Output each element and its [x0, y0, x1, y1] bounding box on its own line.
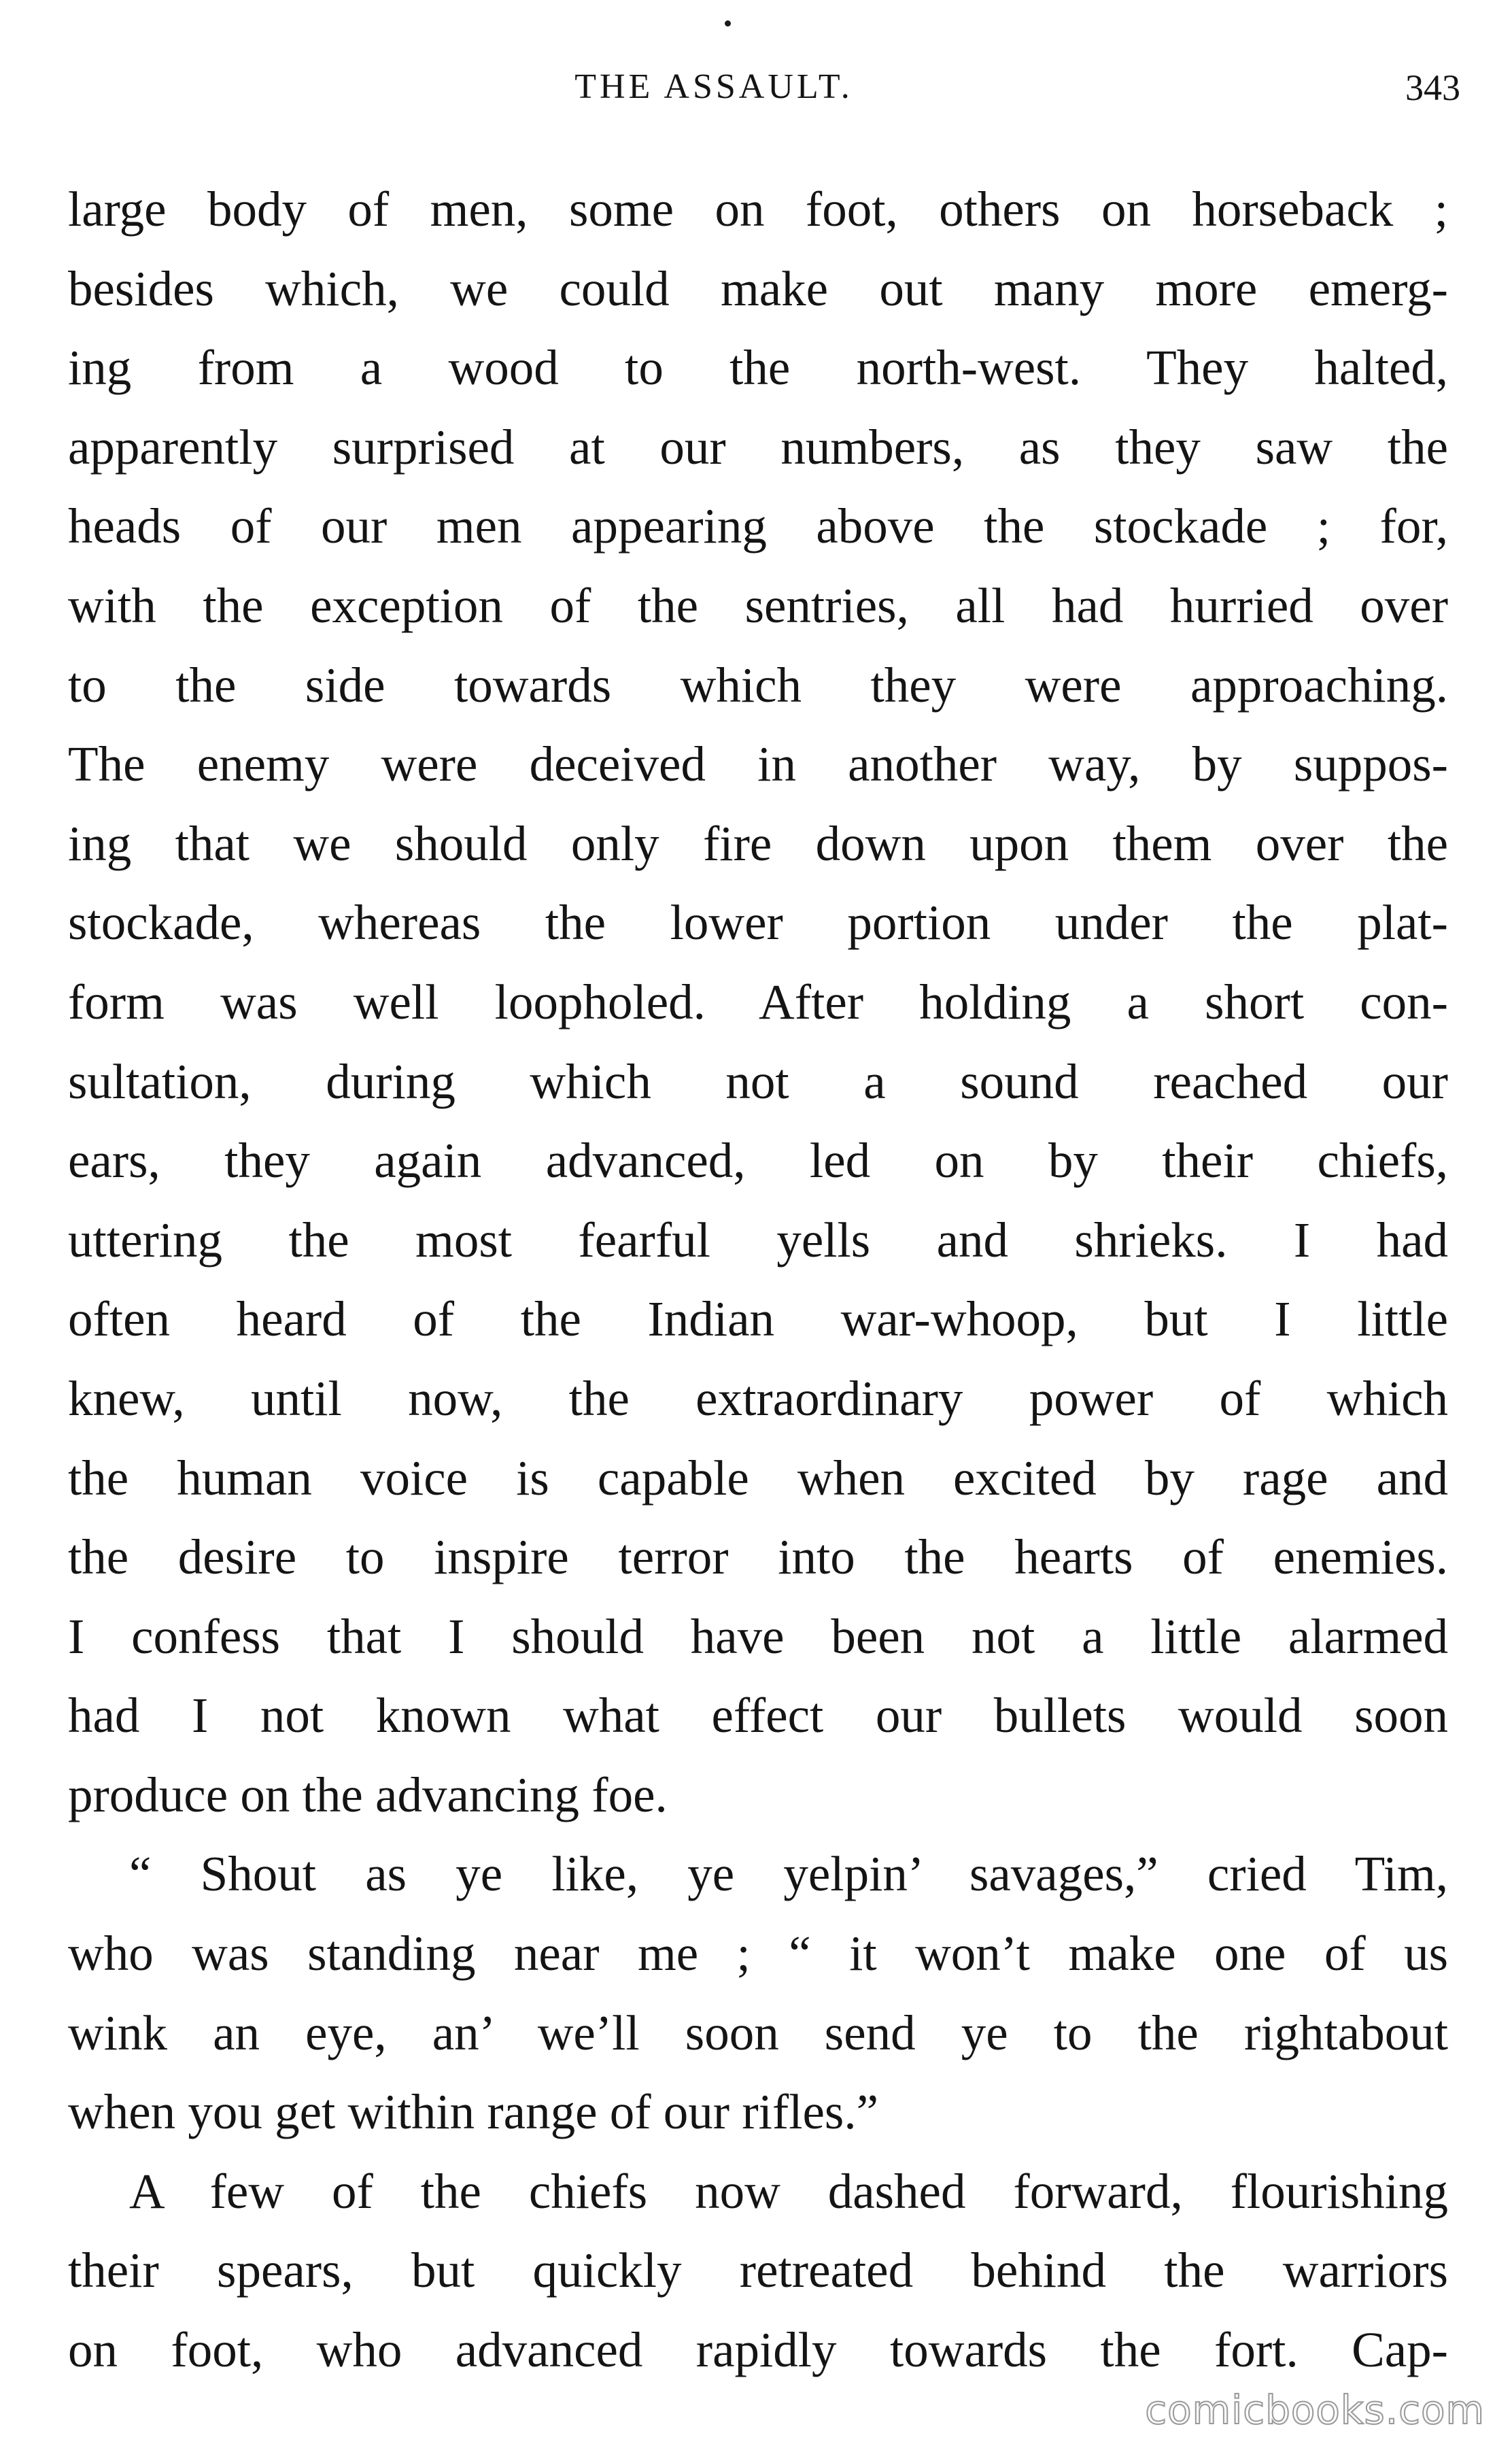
text-line: stockade, whereas the lower portion under the plat-	[68, 895, 1448, 951]
paragraph	[68, 1835, 1448, 2152]
text-line: ing from a wood to the north-west. They halted,	[68, 340, 1448, 396]
text-line: with the exception of the sentries, all had hurried over	[68, 577, 1448, 633]
text-line: ing that we should only fire down upon them over the	[68, 815, 1448, 871]
paragraph	[68, 170, 1448, 1835]
page-number: 343	[1405, 67, 1460, 108]
text-line: besides which, we could make out many more emerg-	[68, 260, 1448, 316]
paragraph	[68, 2152, 1448, 2390]
text-line: the human voice is capable when excited by rage and	[68, 1450, 1448, 1506]
text-line: uttering the most fearful yells and shrieks. I had	[68, 1212, 1448, 1268]
running-header	[0, 60, 1512, 114]
text-line: to the side towards which they were approaching.	[68, 657, 1448, 713]
text-line: often heard of the Indian war-whoop, but I little	[68, 1291, 1448, 1347]
text-line: their spears, but quickly retreated behind the warriors	[68, 2243, 1448, 2298]
text-line: produce on the advancing foe.	[68, 1767, 668, 1822]
text-line: when you get within range of our rifles.”	[68, 2084, 878, 2140]
text-line: “ Shout as ye like, ye yelpin’ savages,” cried Tim,	[129, 1846, 1448, 1902]
watermark: comicbooks.com	[1145, 2387, 1485, 2433]
running-title: THE ASSAULT.	[574, 67, 853, 106]
text-line: who was standing near me ; “ it won’t make one of us	[68, 1926, 1448, 1982]
text-line: had I not known what effect our bullets would soon	[68, 1688, 1448, 1744]
print-speck	[725, 20, 731, 27]
text-line: wink an eye, an’ we’ll soon send ye to the rightabout	[68, 2005, 1448, 2060]
text-line: ears, they again advanced, led on by their chiefs,	[68, 1133, 1448, 1189]
text-line: A few of the chiefs now dashed forward, flourishing	[129, 2163, 1448, 2219]
text-line: the desire to inspire terror into the hearts of enemies.	[68, 1529, 1448, 1585]
text-line: apparently surprised at our numbers, as they saw the	[68, 419, 1448, 475]
body-text	[68, 170, 1448, 2390]
text-line: on foot, who advanced rapidly towards the fort. Cap-	[68, 2322, 1448, 2378]
text-line: The enemy were deceived in another way, by suppos-	[68, 736, 1448, 792]
text-line: I confess that I should have been not a little alarmed	[68, 1608, 1448, 1664]
text-line: sultation, during which not a sound reached our	[68, 1053, 1448, 1109]
text-line: heads of our men appearing above the stockade ; for,	[68, 498, 1448, 554]
text-line: form was well loopholed. After holding a short con-	[68, 974, 1448, 1030]
text-line: knew, until now, the extraordinary power of which	[68, 1370, 1448, 1426]
text-line: large body of men, some on foot, others on horseback ;	[68, 182, 1448, 237]
